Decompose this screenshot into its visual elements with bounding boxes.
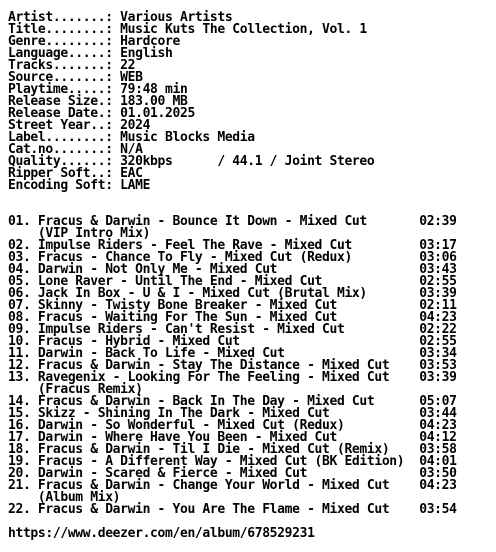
track-line: 17. Darwin - Where Have You Been - Mixed Cut 04:12 [8,430,457,445]
track-line: 05. Lone Raver - Until The End - Mixed Cut 02:55 [8,274,457,289]
track-line: 13. Ravegenix - Looking For The Feeling - Mixed Cut 03:39 [8,370,457,385]
track-line: 06. Jack In Box - U & I - Mixed Cut (Brutal Mix) 03:39 [8,286,457,301]
info-label: Label........: Music Blocks Media [8,130,255,145]
info-cat-no: Cat.no.......: N/A [8,142,143,157]
track-line: 16. Darwin - So Wonderful - Mixed Cut (Redux) 04:23 [8,418,457,433]
track-line: 20. Darwin - Scared & Fierce - Mixed Cut 03:50 [8,466,457,481]
track-line: 12. Fracus & Darwin - Stay The Distance - Mixed Cut 03:53 [8,358,457,373]
info-source: Source.......: WEB [8,70,143,85]
info-genre: Genre........: Hardcore [8,34,180,49]
track-line: 15. Skizz - Shining In The Dark - Mixed Cut 03:44 [8,406,457,421]
info-tracks: Tracks.......: 22 [8,58,136,73]
track-line-continuation: (Fracus Remix) [8,382,143,397]
track-line: 09. Impulse Riders - Can't Resist - Mixed Cut 02:22 [8,322,457,337]
track-line: 19. Fracus - A Different Way - Mixed Cut (BK Edition) 04:01 [8,454,457,469]
track-line: 21. Fracus & Darwin - Change Your World - Mixed Cut 04:23 [8,478,457,493]
info-playtime: Playtime.....: 79:48 min [8,82,188,97]
info-release-size: Release Size.: 183.00 MB [8,94,188,109]
blank-line [8,192,457,204]
track-line-continuation: (VIP Intro Mix) [8,226,151,241]
track-line: 02. Impulse Riders - Feel The Rave - Mixed Cut 03:17 [8,238,457,253]
track-line: 22. Fracus & Darwin - You Are The Flame - Mixed Cut 03:54 [8,502,457,517]
album-url: https://www.deezer.com/en/album/678529231 [8,526,315,541]
track-line: 07. Skinny - Twisty Bone Breaker - Mixed Cut 02:11 [8,298,457,313]
track-line: 11. Darwin - Back To Life - Mixed Cut 03:34 [8,346,457,361]
track-line: 03. Fracus - Chance To Fly - Mixed Cut (Redux) 03:06 [8,250,457,265]
info-encoding-soft: Encoding Soft: LAME [8,178,151,193]
info-language: Language.....: English [8,46,173,61]
info-quality: Quality......: 320kbps / 44.1 / Joint Stereo [8,154,375,169]
info-ripper-soft: Ripper Soft..: EAC [8,166,143,181]
track-line: 14. Fracus & Darwin - Back In The Day - Mixed Cut 05:07 [8,394,457,409]
track-line-continuation: (Album Mix) [8,490,121,505]
release-nfo-text [8,12,457,540]
track-line: 08. Fracus - Waiting For The Sun - Mixed Cut 04:23 [8,310,457,325]
info-artist: Artist.......: Various Artists [8,10,233,25]
track-line: 01. Fracus & Darwin - Bounce It Down - Mixed Cut 02:39 [8,214,457,229]
info-street-year: Street Year..: 2024 [8,118,151,133]
track-line: 10. Fracus - Hybrid - Mixed Cut 02:55 [8,334,457,349]
info-release-date: Release Date.: 01.01.2025 [8,106,195,121]
info-title: Title........: Music Kuts The Collection, Vol. 1 [8,22,367,37]
track-line: 04. Darwin - Not Only Me - Mixed Cut 03:43 [8,262,457,277]
track-line: 18. Fracus & Darwin - Til I Die - Mixed Cut (Remix) 03:58 [8,442,457,457]
